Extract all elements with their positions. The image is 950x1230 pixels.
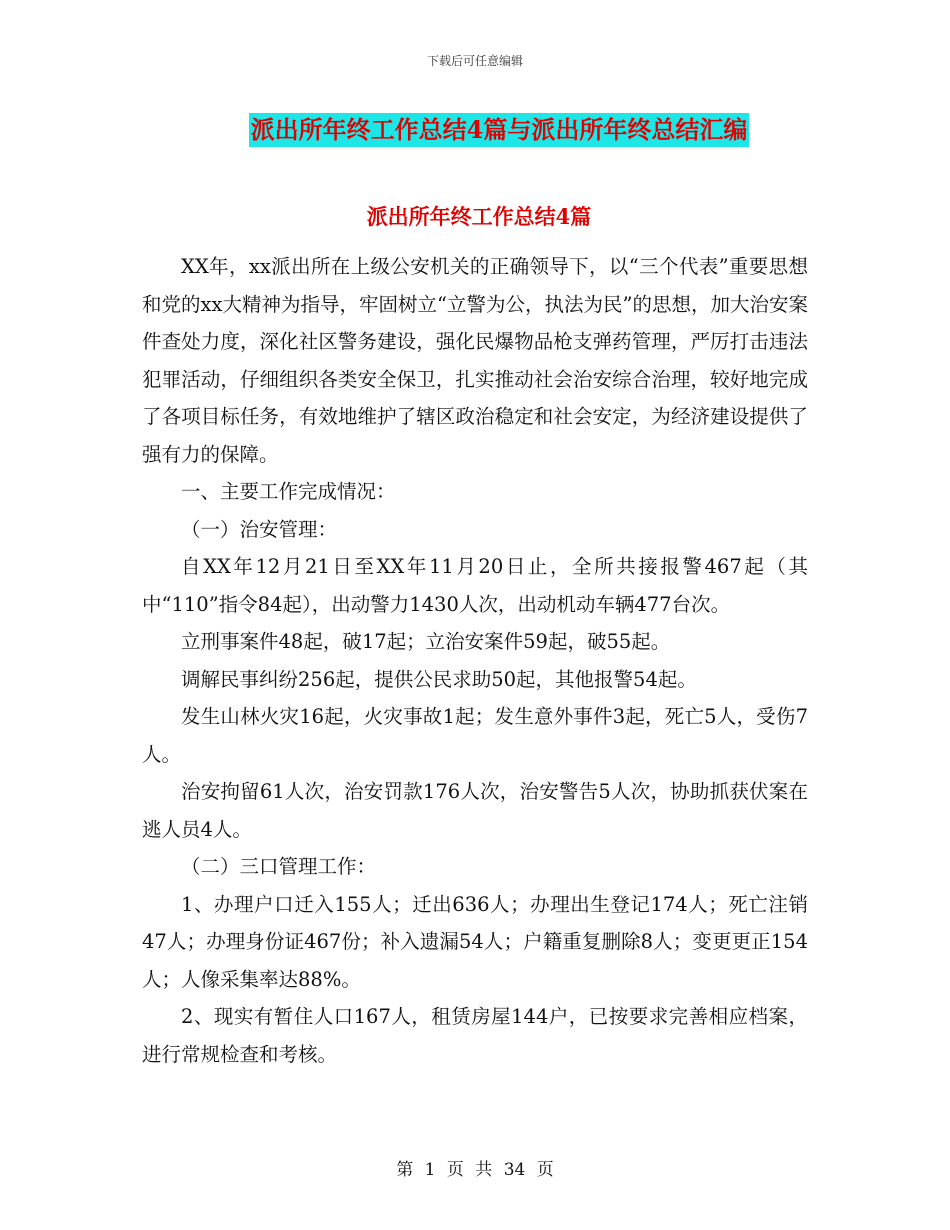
paragraph: （二）三口管理工作：: [181, 855, 377, 878]
document-title-wrapper: [0, 113, 950, 147]
document-body: [142, 248, 808, 1073]
document-title: 派出所年终工作总结4篇与派出所年终总结汇编: [249, 113, 750, 147]
paragraph: 立刑事案件48起，破17起；立治安案件59起，破55起。: [181, 630, 671, 653]
paragraph: 治安拘留61人次，治安罚款176人次，治安警告5人次，协助抓获伏案在逃人员4人。: [142, 780, 808, 841]
page-number: 第 1 页 共 34 页: [396, 1160, 554, 1180]
paragraph: 1、办理户口迁入155人；迁出636人；办理出生登记174人；死亡注销47人；办理身份证467份；补入遗漏54人；户籍重复删除8人；变更更正154人；人像采集率达88%。: [142, 892, 808, 991]
paragraph: 发生山林火灾16起，火灾事故1起；发生意外事件3起，死亡5人，受伤7人。: [142, 705, 808, 766]
paragraph: XX年，xx派出所在上级公安机关的正确领导下，以“三个代表”重要思想和党的xx大精神为指导，牢固树立“立警为公，执法为民”的思想，加大治安案件查处力度，深化社区警务建设，强化民爆物品枪支弹药管理，严厉打击违法犯罪活动，仔细组织各类安全保卫，扎实推动社会治安综合治理，较好地完成了各项目标任务，有效地维护了辖区政治稳定和社会安定，为经济建设提供了强有力的保障。: [142, 255, 808, 466]
section-title: 派出所年终工作总结4篇: [366, 204, 592, 229]
paragraph: （一）治安管理：: [181, 517, 338, 541]
paragraph: 自XX年12月21日至XX年11月20日止，全所共接报警467起（其中“110”指令84起），出动警力1430人次，出动机动车辆477台次。: [142, 555, 808, 616]
header-note: 下载后可任意编辑: [426, 54, 523, 68]
paragraph: 2、现实有暂住人口167人，租赁房屋144户，已按要求完善相应档案，进行常规检查和考核。: [142, 1005, 808, 1066]
paragraph: 调解民事纠纷256起，提供公民求助50起，其他报警54起。: [181, 667, 697, 691]
paragraph: 一、主要工作完成情况：: [181, 480, 396, 503]
